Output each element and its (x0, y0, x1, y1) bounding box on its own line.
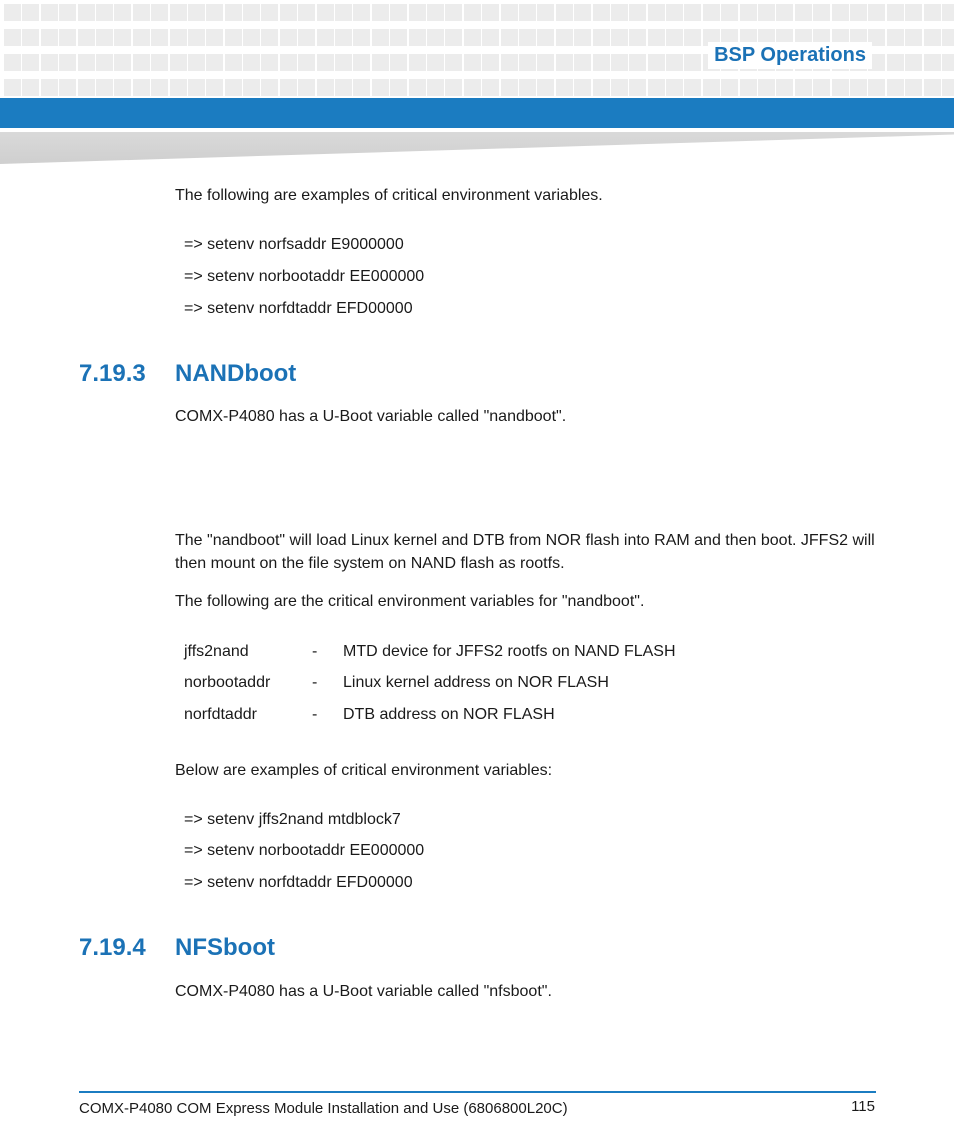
header-pattern-square (832, 79, 849, 96)
header-pattern-square (537, 4, 554, 21)
header-pattern-square (924, 4, 941, 21)
header-pattern-square (464, 79, 481, 96)
header-pattern-square (924, 79, 941, 96)
header-pattern-square (353, 4, 370, 21)
variable-row (184, 706, 555, 724)
header-pattern-square (501, 79, 518, 96)
header-pattern-square (648, 4, 665, 21)
header-pattern-square (611, 4, 628, 21)
code-line: => setenv norbootaddr EE000000 (184, 268, 425, 285)
header-pattern-square (666, 54, 683, 71)
header-pattern-square (703, 4, 720, 21)
header-pattern-square (22, 29, 39, 46)
page-number: 115 (851, 1098, 875, 1115)
header-pattern-square (114, 79, 131, 96)
header-pattern-square (390, 29, 407, 46)
header-pattern-square (611, 29, 628, 46)
header-pattern-square (261, 4, 278, 21)
header-pattern-square (59, 79, 76, 96)
header-pattern-square (261, 54, 278, 71)
header-pattern-square (942, 79, 954, 96)
header-pattern-square (409, 4, 426, 21)
header-pattern-square (556, 29, 573, 46)
header-pattern-square (482, 29, 499, 46)
header-grey-wedge (0, 132, 954, 164)
header-pattern-square (206, 4, 223, 21)
header-pattern-square (887, 4, 904, 21)
header-pattern-square (206, 29, 223, 46)
header-pattern-square (629, 54, 646, 71)
header-pattern-square (96, 29, 113, 46)
header-pattern-square (501, 54, 518, 71)
header-pattern-square (501, 29, 518, 46)
header-pattern-square (611, 79, 628, 96)
header-pattern-square (776, 4, 793, 21)
header-pattern-square (225, 4, 242, 21)
heading-number: 7.19.3 (79, 360, 146, 387)
header-pattern-square (4, 4, 21, 21)
header-pattern-square (593, 29, 610, 46)
header-pattern-square (537, 54, 554, 71)
header-pattern-square (372, 4, 389, 21)
header-pattern-square (629, 79, 646, 96)
header-pattern-square (78, 79, 95, 96)
header-pattern-square (850, 79, 867, 96)
header-pattern-square (22, 79, 39, 96)
header-pattern-square (721, 4, 738, 21)
heading-number: 7.19.4 (79, 934, 146, 961)
variable-separator: - (312, 643, 318, 660)
header-pattern-square (556, 79, 573, 96)
footer-rule (79, 1091, 876, 1093)
header-pattern-square (574, 54, 591, 71)
header-pattern-square (758, 79, 775, 96)
header-pattern-square (868, 79, 885, 96)
header-pattern-square (905, 4, 922, 21)
header-pattern-square (261, 29, 278, 46)
header-pattern-square (519, 79, 536, 96)
header-pattern-square (482, 4, 499, 21)
header-pattern-square (133, 54, 150, 71)
header-pattern-square (335, 29, 352, 46)
header-pattern-square (905, 29, 922, 46)
header-pattern-square (574, 29, 591, 46)
header-pattern-square (59, 54, 76, 71)
header-pattern-square (427, 79, 444, 96)
header-pattern-square (924, 29, 941, 46)
header-pattern-square (537, 79, 554, 96)
header-pattern-square (151, 29, 168, 46)
header-pattern-square (317, 79, 334, 96)
header-pattern-square (243, 4, 260, 21)
header-pattern-square (684, 29, 701, 46)
header-pattern-square (317, 54, 334, 71)
header-pattern-square (4, 79, 21, 96)
header-pattern-square (887, 79, 904, 96)
intro-paragraph: The following are examples of critical environment variables. (175, 187, 603, 204)
header-pattern-square (41, 54, 58, 71)
header-pattern-square (390, 79, 407, 96)
header-pattern-square (666, 29, 683, 46)
header-pattern-square (501, 4, 518, 21)
header-pattern-square (372, 29, 389, 46)
header-pattern-square (151, 4, 168, 21)
header-pattern-square (445, 4, 462, 21)
header-pattern-square (188, 79, 205, 96)
header-pattern-square (188, 29, 205, 46)
header-pattern-square (409, 79, 426, 96)
header-pattern-square (850, 4, 867, 21)
header-pattern-square (574, 79, 591, 96)
header-pattern-square (170, 4, 187, 21)
variable-name: norfdtaddr (184, 706, 257, 723)
heading-title: NFSboot (175, 934, 275, 961)
header-pattern-square (41, 29, 58, 46)
header-pattern-square (464, 54, 481, 71)
nandboot-paragraph-4: Below are examples of critical environment variables: (175, 762, 553, 779)
header-pattern-square (648, 79, 665, 96)
variable-separator: - (312, 674, 318, 691)
header-pattern-square (133, 4, 150, 21)
header-pattern-square (188, 4, 205, 21)
header-pattern-square (537, 29, 554, 46)
variable-separator: - (312, 706, 318, 723)
nandboot-paragraph-1: COMX-P4080 has a U-Boot variable called "nandboot". (175, 408, 567, 425)
header-pattern-square (427, 29, 444, 46)
header-pattern-square (427, 54, 444, 71)
header-pattern-square (243, 29, 260, 46)
header-pattern-square (519, 4, 536, 21)
header-pattern-square (225, 54, 242, 71)
header-pattern-square (611, 54, 628, 71)
header-pattern-square (78, 29, 95, 46)
header-pattern-square (372, 79, 389, 96)
header-pattern-square (924, 54, 941, 71)
header-pattern-square (648, 54, 665, 71)
header-pattern-square (556, 54, 573, 71)
header-pattern-square (427, 4, 444, 21)
header-pattern-square (703, 79, 720, 96)
variable-row (184, 643, 676, 661)
variable-description: MTD device for JFFS2 rootfs on NAND FLASH (343, 643, 676, 660)
variable-name: jffs2nand (184, 643, 249, 660)
header-pattern-square (298, 79, 315, 96)
header-pattern-square (556, 4, 573, 21)
header-pattern-square (133, 29, 150, 46)
header-pattern-square (813, 79, 830, 96)
header-pattern-square (78, 4, 95, 21)
header-pattern-square (593, 4, 610, 21)
header-pattern-square (4, 29, 21, 46)
header-section-title: BSP Operations (708, 42, 872, 69)
header-pattern-square (298, 29, 315, 46)
header-pattern-square (353, 79, 370, 96)
header-pattern-square (188, 54, 205, 71)
header-pattern-square (574, 4, 591, 21)
header-pattern-square (776, 79, 793, 96)
header-pattern-square (151, 54, 168, 71)
header-pattern-square (813, 4, 830, 21)
header-pattern-square (464, 4, 481, 21)
variable-row (184, 674, 609, 692)
header-pattern-square (795, 4, 812, 21)
header-pattern-square (317, 4, 334, 21)
header-blue-bar (0, 98, 954, 128)
header-pattern-square (280, 4, 297, 21)
header-pattern-square (905, 79, 922, 96)
code-line: => setenv norfdtaddr EFD00000 (184, 300, 413, 317)
variable-name: norbootaddr (184, 674, 271, 691)
header-pattern-square (41, 4, 58, 21)
header-pattern-square (445, 29, 462, 46)
header-pattern-square (684, 79, 701, 96)
header-pattern-square (280, 29, 297, 46)
header-pattern-square (151, 79, 168, 96)
header-pattern-square (22, 54, 39, 71)
header-pattern-square (593, 54, 610, 71)
header-pattern-square (409, 29, 426, 46)
header-pattern-square (905, 54, 922, 71)
header-pattern-square (629, 4, 646, 21)
header-pattern-square (298, 54, 315, 71)
header-pattern-square (464, 29, 481, 46)
header-pattern-square (482, 54, 499, 71)
variable-description: Linux kernel address on NOR FLASH (343, 674, 609, 691)
header-pattern-square (519, 54, 536, 71)
nandboot-paragraph-3: The following are the critical environment variables for "nandboot". (175, 593, 645, 610)
header-pattern-square (519, 29, 536, 46)
header-pattern-square (4, 54, 21, 71)
header-pattern-square (41, 79, 58, 96)
header-pattern-square (59, 29, 76, 46)
header-pattern-square (887, 29, 904, 46)
header-pattern-square (280, 54, 297, 71)
header-pattern-square (335, 4, 352, 21)
header-pattern-square (482, 79, 499, 96)
header-pattern-square (445, 79, 462, 96)
header-pattern-square (114, 29, 131, 46)
header-pattern-square (942, 29, 954, 46)
header-pattern-square (335, 54, 352, 71)
header-pattern-square (96, 4, 113, 21)
header-pattern-square (684, 54, 701, 71)
header-pattern-square (629, 29, 646, 46)
header-pattern-square (298, 4, 315, 21)
header-pattern-square (114, 4, 131, 21)
header-pattern-square (593, 79, 610, 96)
header-pattern-square (280, 79, 297, 96)
header-pattern-square (261, 79, 278, 96)
header-pattern-square (721, 79, 738, 96)
header-pattern-square (206, 54, 223, 71)
code-line: => setenv jffs2nand mtdblock7 (184, 811, 401, 828)
heading-nfsboot (79, 934, 275, 962)
header-pattern-square (666, 79, 683, 96)
nfsboot-paragraph-1: COMX-P4080 has a U-Boot variable called "nfsboot". (175, 983, 552, 1000)
header-pattern-square (942, 54, 954, 71)
header-pattern-square (335, 79, 352, 96)
header-pattern-square (206, 79, 223, 96)
header-pattern-square (170, 79, 187, 96)
header-pattern-square (390, 54, 407, 71)
header-pattern-square (666, 4, 683, 21)
header-pattern-square (445, 54, 462, 71)
header-pattern-square (96, 79, 113, 96)
header-pattern-square (868, 4, 885, 21)
header-pattern-square (372, 54, 389, 71)
header-pattern-square (942, 4, 954, 21)
header-pattern-square (758, 4, 775, 21)
variable-description: DTB address on NOR FLASH (343, 706, 555, 723)
header-pattern-square (353, 54, 370, 71)
header-pattern-square (409, 54, 426, 71)
footer-document-title: COMX-P4080 COM Express Module Installation and Use (6806800L20C) (79, 1100, 568, 1117)
header-pattern-square (243, 54, 260, 71)
header-pattern-square (96, 54, 113, 71)
header-pattern-square (740, 4, 757, 21)
header-pattern-square (225, 79, 242, 96)
header-pattern-square (648, 29, 665, 46)
code-line: => setenv norfdtaddr EFD00000 (184, 874, 413, 891)
header-pattern-square (353, 29, 370, 46)
code-line: => setenv norbootaddr EE000000 (184, 842, 425, 859)
header-pattern-square (22, 4, 39, 21)
header-pattern-square (59, 4, 76, 21)
header-pattern-square (170, 29, 187, 46)
header-pattern-square (225, 29, 242, 46)
header-pattern-square (390, 4, 407, 21)
header-pattern-square (317, 29, 334, 46)
header-pattern-square (740, 79, 757, 96)
code-line: => setenv norfsaddr E9000000 (184, 236, 404, 253)
header-pattern-square (243, 79, 260, 96)
header-pattern-square (795, 79, 812, 96)
heading-nandboot (79, 360, 296, 388)
header-pattern-square (170, 54, 187, 71)
header-pattern-square (832, 4, 849, 21)
heading-title: NANDboot (175, 360, 297, 387)
nandboot-paragraph-2: The "nandboot" will load Linux kernel and DTB from NOR flash into RAM and then boot. JFFS2 will then mount on the file system on NAND flash as rootfs. (175, 532, 875, 572)
header-pattern-square (887, 54, 904, 71)
header-pattern-square (114, 54, 131, 71)
header-pattern-square (78, 54, 95, 71)
header-pattern-square (684, 4, 701, 21)
header-pattern-square (133, 79, 150, 96)
